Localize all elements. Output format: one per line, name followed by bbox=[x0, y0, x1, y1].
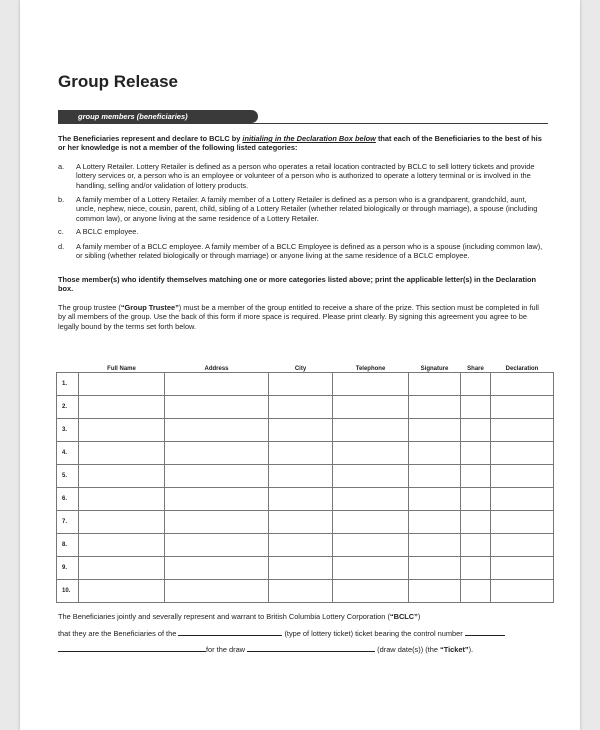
row-number: 2. bbox=[57, 396, 79, 419]
table-cell-input[interactable] bbox=[409, 580, 461, 603]
table-cell-input[interactable] bbox=[269, 465, 333, 488]
ticket-type-blank[interactable] bbox=[178, 628, 282, 636]
table-cell-input[interactable] bbox=[333, 511, 409, 534]
table-header-row bbox=[57, 360, 554, 373]
table-cell-input[interactable] bbox=[461, 534, 491, 557]
section-bar: group members (beneficiaries) bbox=[58, 110, 258, 123]
table-row bbox=[57, 442, 554, 465]
table-cell-input[interactable] bbox=[409, 465, 461, 488]
table-cell-input[interactable] bbox=[269, 534, 333, 557]
intro-paragraph: The Beneficiaries represent and declare to BCLC by initialing in the Declaration Box below that each of the Beneficiaries to the best of his or her knowledge is not a member of the following listed categories: bbox=[58, 134, 542, 153]
table-cell-input[interactable] bbox=[409, 396, 461, 419]
table-cell-input[interactable] bbox=[79, 419, 165, 442]
table-cell-input[interactable] bbox=[79, 511, 165, 534]
table-cell-input[interactable] bbox=[491, 373, 554, 396]
table-cell-input[interactable] bbox=[269, 442, 333, 465]
table-cell-input[interactable] bbox=[491, 511, 554, 534]
table-cell-input[interactable] bbox=[79, 396, 165, 419]
table-row bbox=[57, 396, 554, 419]
table-row bbox=[57, 373, 554, 396]
table-cell-input[interactable] bbox=[491, 580, 554, 603]
table-cell-input[interactable] bbox=[461, 488, 491, 511]
table-cell-input[interactable] bbox=[461, 557, 491, 580]
group-members-table bbox=[56, 360, 554, 603]
row-number: 3. bbox=[57, 419, 79, 442]
table-cell-input[interactable] bbox=[79, 580, 165, 603]
table-cell-input[interactable] bbox=[461, 511, 491, 534]
table-cell-input[interactable] bbox=[333, 465, 409, 488]
table-cell-input[interactable] bbox=[333, 488, 409, 511]
col-header-signature: Signature bbox=[420, 366, 449, 372]
table-cell-input[interactable] bbox=[165, 373, 269, 396]
col-header-number bbox=[57, 360, 79, 373]
table-cell-input[interactable] bbox=[165, 396, 269, 419]
table-row bbox=[57, 580, 554, 603]
table-cell-input[interactable] bbox=[79, 557, 165, 580]
table-cell-input[interactable] bbox=[491, 557, 554, 580]
table-row bbox=[57, 511, 554, 534]
table-cell-input[interactable] bbox=[491, 534, 554, 557]
table-cell-input[interactable] bbox=[79, 373, 165, 396]
table-cell-input[interactable] bbox=[333, 373, 409, 396]
table-cell-input[interactable] bbox=[269, 396, 333, 419]
table-cell-input[interactable] bbox=[165, 419, 269, 442]
table-cell-input[interactable] bbox=[269, 511, 333, 534]
table-cell-input[interactable] bbox=[165, 442, 269, 465]
table-cell-input[interactable] bbox=[491, 419, 554, 442]
table-cell-input[interactable] bbox=[333, 580, 409, 603]
col-header-full-name: Full Name bbox=[107, 366, 136, 372]
table-cell-input[interactable] bbox=[461, 396, 491, 419]
table-cell-input[interactable] bbox=[79, 442, 165, 465]
table-cell-input[interactable] bbox=[333, 534, 409, 557]
table-cell-input[interactable] bbox=[79, 488, 165, 511]
row-number: 6. bbox=[57, 488, 79, 511]
declaration-emphasis: initialing in the Declaration Box below bbox=[242, 134, 376, 143]
col-header-declaration: Declaration bbox=[505, 366, 539, 372]
closing-line-2: that they are the Beneficiaries of the (type of lottery ticket) ticket bearing the control number bbox=[58, 628, 505, 638]
table-cell-input[interactable] bbox=[333, 557, 409, 580]
trustee-paragraph: The group trustee (“Group Trustee”) must be a member of the group entitled to receive a share of the prize. This section must be completed in full by all members of the group. Use the back of this form if more space is required. Please print clearly. By signing this agreement you agree to be legally bound by the terms set forth below. bbox=[58, 303, 539, 331]
table-cell-input[interactable] bbox=[165, 557, 269, 580]
table-cell-input[interactable] bbox=[79, 465, 165, 488]
row-number: 8. bbox=[57, 534, 79, 557]
table-cell-input[interactable] bbox=[409, 419, 461, 442]
table-cell-input[interactable] bbox=[165, 511, 269, 534]
table-cell-input[interactable] bbox=[333, 419, 409, 442]
table-cell-input[interactable] bbox=[269, 373, 333, 396]
row-number: 1. bbox=[57, 373, 79, 396]
table-cell-input[interactable] bbox=[409, 442, 461, 465]
table-row bbox=[57, 465, 554, 488]
table-cell-input[interactable] bbox=[165, 580, 269, 603]
table-cell-input[interactable] bbox=[269, 580, 333, 603]
col-header-telephone: Telephone bbox=[355, 366, 386, 372]
table-cell-input[interactable] bbox=[461, 419, 491, 442]
table-row bbox=[57, 557, 554, 580]
table-cell-input[interactable] bbox=[333, 442, 409, 465]
table-cell-input[interactable] bbox=[409, 534, 461, 557]
row-number: 9. bbox=[57, 557, 79, 580]
col-header-address: Address bbox=[204, 366, 229, 372]
col-header-city: City bbox=[294, 366, 307, 372]
row-number: 10. bbox=[57, 580, 79, 603]
table-row bbox=[57, 419, 554, 442]
closing-line-3: for the draw (draw date(s)) (the “Ticket”). bbox=[58, 644, 473, 654]
table-cell-input[interactable] bbox=[491, 396, 554, 419]
table-cell-input[interactable] bbox=[165, 534, 269, 557]
table-cell-input[interactable] bbox=[461, 465, 491, 488]
table-cell-input[interactable] bbox=[461, 580, 491, 603]
table-cell-input[interactable] bbox=[461, 373, 491, 396]
control-number-blank[interactable] bbox=[465, 628, 505, 636]
row-number: 7. bbox=[57, 511, 79, 534]
table-cell-input[interactable] bbox=[491, 488, 554, 511]
table-cell-input[interactable] bbox=[409, 557, 461, 580]
page-title: Group Release bbox=[58, 72, 178, 91]
table-cell-input[interactable] bbox=[409, 488, 461, 511]
table-cell-input[interactable] bbox=[79, 534, 165, 557]
table-cell-input[interactable] bbox=[409, 511, 461, 534]
document-page: Group Release group members (beneficiaries) The Beneficiaries represent and declare to BCLC by initialing in the Declaration Box below that each of the Beneficiaries to the best of his or her knowledge is not a member of the following listed categories: a. A Lottery Retailer. Lottery Retailer is defined as a person who operates a retail location contracted by BCLC to sell lottery tickets and provide lottery services or, a person who is an employee or volunteer of a person who is authorized to operate a lottery terminal or is involved in the handling, selling and/or validation of lottery products. b. A family member of a Lottery Retailer. A family member of a Lottery Retailer is defined as a person who is a grandparent, grandchild, aunt, uncle, nephew, niece, cousin, parent, child, sibling of a Lottery Retailer (whether related biologically or through marriage), a spouse (including common law), or anyone living at the same residence of a Lottery Retailer. c. A BCLC employee. d. A family member of a BCLC employee. A family member of a BCLC Employee is defined as a person who is a spouse (including common law), or sibling (whether related biologically or through marriage) or anyone living at the same residence of a BCLC employee. Those member(s) who identify themselves matching one or more categories listed above; print the applicable letter(s) in the Declaration box. The group trustee (“Group Trustee”) must be a member of the group entitled to receive a share of the prize. This section must be completed in full by all members of the group. Use the back of this form if more space is required. Please print clearly. By signing this agreement you agree to be legally bound by the terms set forth below. Full Name Address City Telephone Signature Share Declaration 1. 2. 3. 4. 5. 6. 7. 8. 9. 10. The Beneficiaries jointly and severally represent and warrant to British Columbia Lottery Corporation (“BCLC”) that they are the Beneficiaries of the (type of lottery ticket) ticket bearing the control number for the draw (draw date(s)) (the “Ticket”). bbox=[20, 0, 580, 730]
table-cell-input[interactable] bbox=[269, 488, 333, 511]
table-cell-input[interactable] bbox=[491, 442, 554, 465]
col-header-share: Share bbox=[467, 366, 484, 372]
table-cell-input[interactable] bbox=[165, 488, 269, 511]
table-row bbox=[57, 534, 554, 557]
draw-date-blank[interactable] bbox=[247, 644, 375, 652]
table-cell-input[interactable] bbox=[269, 419, 333, 442]
row-number: 4. bbox=[57, 442, 79, 465]
table-cell-input[interactable] bbox=[269, 557, 333, 580]
row-number: 5. bbox=[57, 465, 79, 488]
section-divider bbox=[58, 123, 548, 124]
table-row bbox=[57, 488, 554, 511]
table-cell-input[interactable] bbox=[165, 465, 269, 488]
table-cell-input[interactable] bbox=[409, 373, 461, 396]
table-cell-input[interactable] bbox=[333, 396, 409, 419]
closing-line-1: The Beneficiaries jointly and severally represent and warrant to British Columbia Lottery Corporation (“BCLC”) bbox=[58, 612, 421, 621]
table-cell-input[interactable] bbox=[461, 442, 491, 465]
draw-blank[interactable] bbox=[58, 644, 206, 652]
declaration-instruction: Those member(s) who identify themselves matching one or more categories listed above; print the applicable letter(s) in the Declaration box. bbox=[58, 275, 537, 294]
table-cell-input[interactable] bbox=[491, 465, 554, 488]
